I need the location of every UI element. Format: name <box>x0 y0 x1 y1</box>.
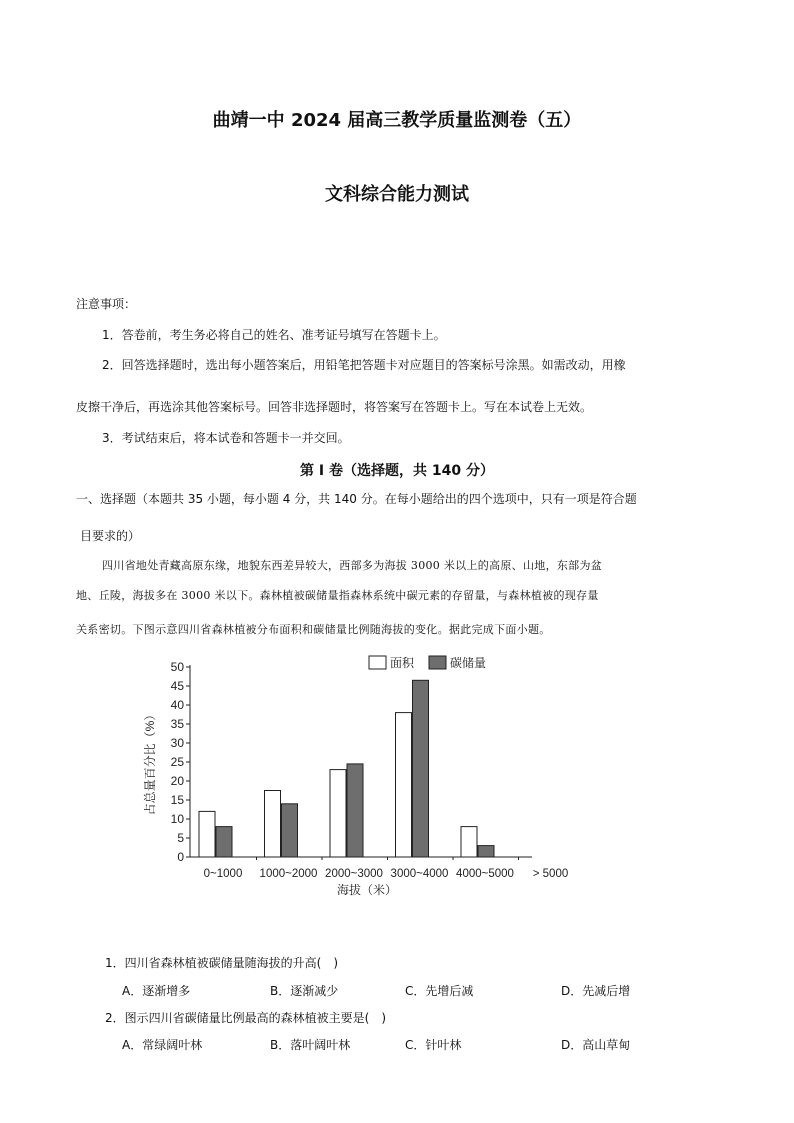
area-bar <box>396 713 412 857</box>
question-1-option-b: B．逐渐减少 <box>270 984 339 998</box>
question-1-option-d: D．先减后增 <box>561 984 631 998</box>
legend-swatch <box>369 656 386 669</box>
y-tick-label: 15 <box>170 793 184 807</box>
x-tick-label: 2000~3000 <box>325 868 383 880</box>
notice-item-2-line-2: 皮擦干净后，再选涂其他答案标号。回答非选择题时，将答案写在答题卡上。写在本试卷上无效。 <box>76 400 593 414</box>
y-tick-label: 20 <box>170 774 184 788</box>
passage-line-3: 关系密切。下图示意四川省森林植被分布面积和碳储量比例随海拔的变化。据此完成下面小题。 <box>76 623 551 636</box>
notice-item-3: 3．考试结束后，将本试卷和答题卡一并交回。 <box>102 431 350 445</box>
carbon-storage-chart <box>140 650 580 900</box>
passage-line-1: 四川省地处青藏高原东缘，地貌东西差异较大，西部多为海拔 3000 米以上的高原、山地，东部为盆 <box>102 559 603 572</box>
y-tick-label: 0 <box>177 850 184 864</box>
x-tick-label: 1000~2000 <box>259 868 318 880</box>
y-tick-label: 10 <box>170 812 184 826</box>
legend-label: 碳储量 <box>450 656 487 670</box>
area-bar <box>461 827 477 857</box>
y-tick-label: 5 <box>177 831 184 845</box>
area-bar <box>265 791 281 858</box>
exam-title: 曲靖一中 2024 届高三教学质量监测卷（五） <box>212 110 582 131</box>
x-tick-label: 0~1000 <box>203 868 243 880</box>
x-tick-label: 4000~5000 <box>456 868 514 880</box>
y-tick-label: 50 <box>170 660 184 674</box>
area-bar <box>330 770 346 857</box>
carbon-storage-bar <box>347 764 363 857</box>
y-axis-label: 占总量百分比（%） <box>143 708 157 816</box>
exam-subtitle: 文科综合能力测试 <box>325 184 469 205</box>
x-tick-label: 3000~4000 <box>390 868 449 880</box>
legend-swatch <box>429 656 446 669</box>
question-1-option-a: A．逐渐增多 <box>122 984 191 998</box>
question-2-option-b: B．落叶阔叶林 <box>270 1038 351 1052</box>
question-1-option-c: C．先增后减 <box>405 984 474 998</box>
y-tick-label: 30 <box>170 736 184 750</box>
y-tick-label: 40 <box>170 698 184 712</box>
question-2-option-d: D．高山草甸 <box>561 1038 631 1052</box>
y-tick-label: 25 <box>170 755 184 769</box>
carbon-storage-bar <box>216 827 232 857</box>
passage-line-2: 地、丘陵，海拔多在 3000 米以下。森林植被碳储量指森林系统中碳元素的存留量，与森林植被的现存量 <box>76 589 599 602</box>
legend-label: 面积 <box>390 656 415 670</box>
y-tick-label: 45 <box>170 679 184 693</box>
notice-item-2-line-1: 2．回答选择题时，选出每小题答案后，用铅笔把答题卡对应题目的答案标号涂黑。如需改动，用橡 <box>102 358 626 372</box>
y-tick-label: 35 <box>170 717 184 731</box>
question-2-stem: 2．图示四川省碳储量比例最高的森林植被主要是( ) <box>105 1011 387 1025</box>
section-intro-line-1: 一、选择题（本题共 35 小题，每小题 4 分，共 140 分。在每小题给出的四个选项中，只有一项是符合题 <box>76 492 637 506</box>
notice-item-1: 1．答卷前，考生务必将自己的姓名、准考证号填写在答题卡上。 <box>102 328 446 342</box>
section-title: 第 I 卷（选择题，共 140 分） <box>300 463 494 479</box>
carbon-storage-bar <box>282 804 298 857</box>
notice-heading: 注意事项： <box>76 297 137 311</box>
question-2-option-a: A．常绿阔叶林 <box>122 1038 203 1052</box>
carbon-storage-bar <box>413 680 429 857</box>
question-1-stem: 1．四川省森林植被碳储量随海拔的升高( ) <box>105 956 338 970</box>
section-intro-line-2: 目要求的） <box>80 529 141 543</box>
question-2-option-c: C．针叶林 <box>405 1038 462 1052</box>
x-axis-label: 海拔（米） <box>336 883 398 897</box>
area-bar <box>199 811 215 857</box>
x-tick-label: > 5000 <box>532 868 569 880</box>
carbon-storage-bar <box>478 846 494 857</box>
